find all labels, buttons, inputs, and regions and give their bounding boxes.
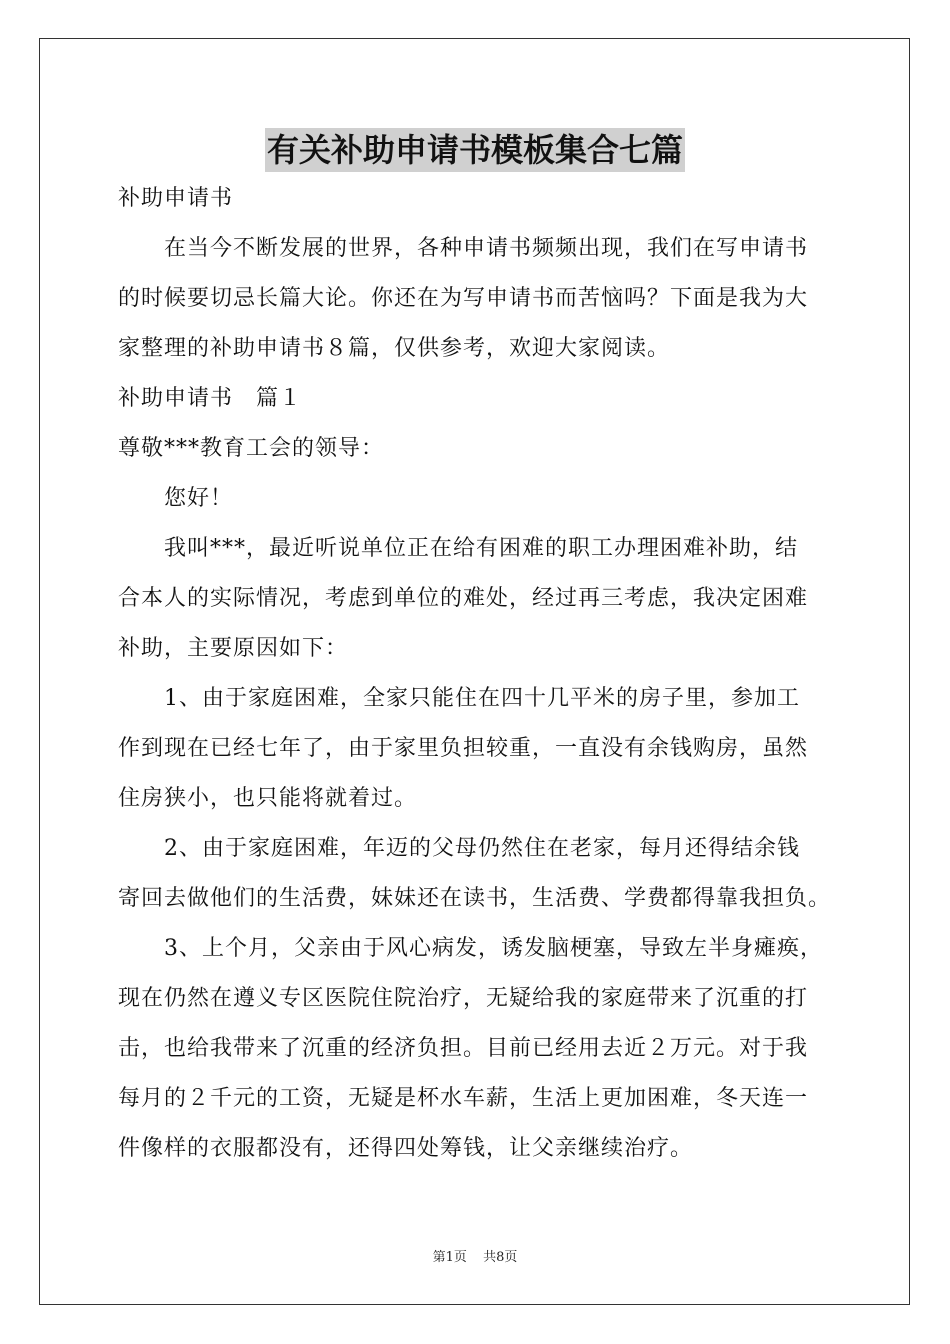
paragraph-line: 的时候要切忌长篇大论。你还在为写申请书而苦恼吗？下面是我为大 [118, 286, 809, 311]
paragraph-line: 2、由于家庭困难，年迈的父母仍然住在老家，每月还得结余钱 [164, 836, 800, 861]
section-heading: 补助申请书 [118, 186, 234, 211]
paragraph-line: 作到现在已经七年了，由于家里负担较重，一直没有余钱购房，虽然 [118, 736, 809, 761]
page-number: 第1页 [432, 1250, 467, 1265]
paragraph-line: 补助，主要原因如下： [118, 636, 349, 661]
paragraph-line: 1、由于家庭困难，全家只能住在四十几平米的房子里，参加工 [164, 686, 800, 711]
paragraph-line: 3、上个月，父亲由于风心病发，诱发脑梗塞，导致左半身瘫痪， [164, 936, 823, 961]
paragraph-line: 件像样的衣服都没有，还得四处筹钱，让父亲继续治疗。 [118, 1136, 694, 1161]
page-total: 共8页 [483, 1250, 518, 1265]
document-title: 有关补助申请书模板集合七篇 [265, 128, 685, 172]
paragraph-line: 住房狭小，也只能将就着过。 [118, 786, 418, 811]
page-footer [0, 1246, 950, 1265]
paragraph-line: 家整理的补助申请书８篇，仅供参考，欢迎大家阅读。 [118, 336, 671, 361]
paragraph-line: 我叫***，最近听说单位正在给有困难的职工办理困难补助，结 [164, 536, 799, 561]
title-container [0, 128, 950, 172]
paragraph-line: 每月的２千元的工资，无疑是杯水车薪，生活上更加困难，冬天连一 [118, 1086, 809, 1111]
salutation: 尊敬***教育工会的领导： [118, 436, 385, 461]
greeting: 您好！ [164, 486, 234, 511]
document-body [118, 174, 838, 1174]
paragraph-line: 在当今不断发展的世界，各种申请书频频出现，我们在写申请书 [164, 236, 809, 261]
paragraph-line: 现在仍然在遵义专区医院住院治疗，无疑给我的家庭带来了沉重的打 [118, 986, 809, 1011]
paragraph-line: 击，也给我带来了沉重的经济负担。目前已经用去近２万元。对于我 [118, 1036, 809, 1061]
section-heading: 补助申请书 篇１ [118, 386, 303, 411]
paragraph-line: 寄回去做他们的生活费，妹妹还在读书，生活费、学费都得靠我担负。 [118, 886, 832, 911]
paragraph-line: 合本人的实际情况，考虑到单位的难处，经过再三考虑，我决定困难 [118, 586, 809, 611]
